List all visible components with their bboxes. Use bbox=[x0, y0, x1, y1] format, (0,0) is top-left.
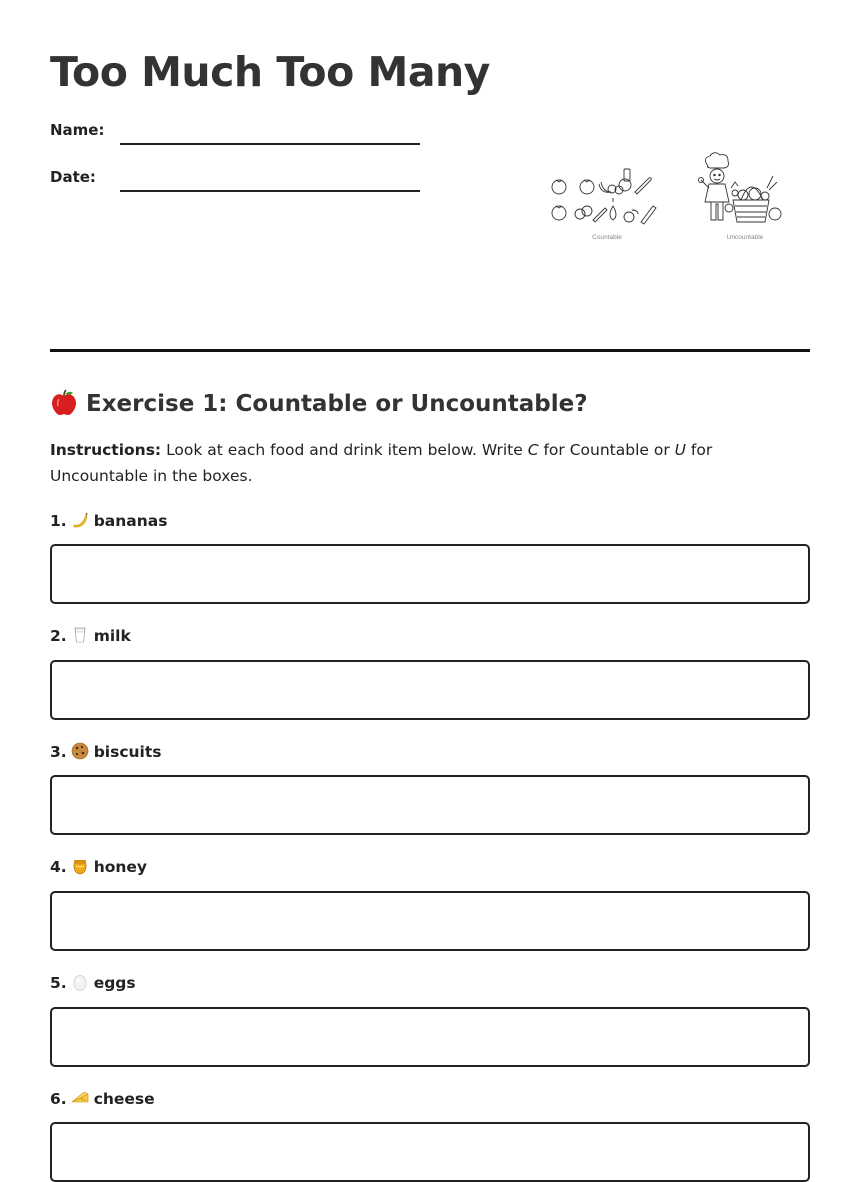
countable-uncountable-clipart bbox=[545, 150, 795, 250]
worksheet-title: Too Much Too Many bbox=[50, 48, 490, 96]
apple-icon bbox=[50, 388, 78, 416]
instructions-text-3: for Uncountable in the boxes. bbox=[50, 441, 713, 485]
answer-box-2[interactable] bbox=[50, 660, 810, 720]
banana-icon bbox=[71, 511, 89, 529]
answer-box-5[interactable] bbox=[50, 1007, 810, 1067]
question-number: 1. bbox=[50, 512, 67, 530]
chef-with-basket-icon bbox=[699, 153, 782, 222]
uncountable-caption: Uncountable bbox=[726, 234, 764, 241]
answer-box-6[interactable] bbox=[50, 1122, 810, 1182]
question-number: 2. bbox=[50, 627, 67, 645]
instructions bbox=[50, 437, 810, 489]
question-word: honey bbox=[93, 858, 148, 876]
instructions-text-2: for Countable or bbox=[538, 441, 675, 459]
section-divider bbox=[50, 349, 810, 352]
date-line bbox=[120, 190, 420, 192]
date-label: Date: bbox=[50, 168, 96, 186]
question-2-label bbox=[50, 626, 131, 645]
question-word: biscuits bbox=[93, 743, 162, 761]
question-word: bananas bbox=[93, 512, 168, 530]
exercise-heading bbox=[50, 388, 588, 417]
egg-icon bbox=[71, 973, 89, 991]
instructions-lead: Instructions: bbox=[50, 441, 162, 459]
answer-box-4[interactable] bbox=[50, 891, 810, 951]
question-3-label bbox=[50, 742, 162, 761]
question-1-label bbox=[50, 511, 167, 530]
instructions-u: U bbox=[674, 441, 686, 459]
answer-box-3[interactable] bbox=[50, 775, 810, 835]
milk-glass-icon bbox=[71, 626, 89, 644]
instructions-c: C bbox=[527, 441, 539, 459]
countable-food-icons bbox=[552, 169, 656, 224]
question-6-label bbox=[50, 1089, 155, 1108]
name-line bbox=[120, 143, 420, 145]
question-4-label bbox=[50, 857, 147, 876]
question-number: 6. bbox=[50, 1090, 67, 1108]
question-word: eggs bbox=[93, 974, 136, 992]
exercise-heading-text: Exercise 1: Countable or Uncountable? bbox=[86, 391, 588, 417]
question-number: 5. bbox=[50, 974, 67, 992]
question-5-label bbox=[50, 973, 136, 992]
honey-pot-icon bbox=[71, 857, 89, 875]
cheese-icon bbox=[71, 1089, 89, 1107]
question-word: milk bbox=[93, 627, 131, 645]
question-number: 3. bbox=[50, 743, 67, 761]
answer-box-1[interactable] bbox=[50, 544, 810, 604]
question-word: cheese bbox=[93, 1090, 155, 1108]
instructions-text-1: Look at each food and drink item below. Write bbox=[161, 441, 528, 459]
cookie-icon bbox=[71, 742, 89, 760]
countable-caption: Countable bbox=[592, 234, 622, 241]
question-number: 4. bbox=[50, 858, 67, 876]
name-label: Name: bbox=[50, 121, 105, 139]
